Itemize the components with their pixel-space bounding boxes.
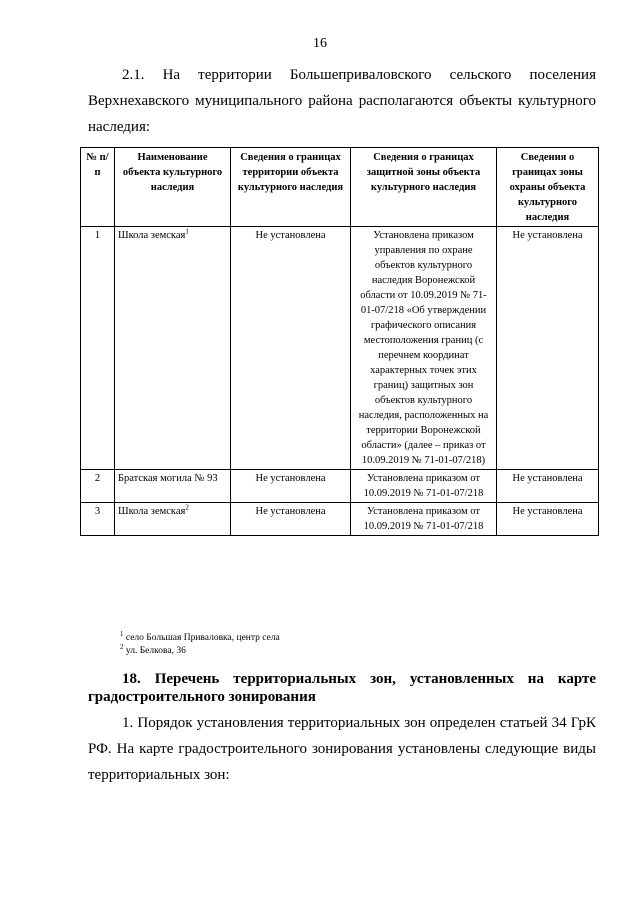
footnote-ref: 1 (185, 227, 189, 236)
table-row (81, 227, 599, 470)
object-name-cell (115, 227, 231, 470)
table-row (81, 470, 599, 503)
footnotes (120, 629, 600, 658)
header-security-zone: Сведения о границах зоны охраны объекта культурного наследия (497, 148, 599, 227)
section-paragraph: 1. Порядок установления территориальных зон определен статьей 34 ГрК РФ. На карте градостроительного зонирования установлены следующие виды территориальных зон: (88, 715, 596, 783)
territory-cell: Не установлена (231, 227, 351, 470)
header-territory: Сведения о границах территории объекта культурного наследия (231, 148, 351, 227)
object-name-cell (115, 503, 231, 536)
protective-zone-cell: Установлена приказом от 10.09.2019 № 71-01-07/218 (351, 503, 497, 536)
object-name-cell (115, 470, 231, 503)
footnote-mark: 2 (120, 642, 124, 651)
heritage-objects-table (80, 147, 599, 536)
protective-zone-cell: Установлена приказом управления по охране объектов культурного наследия Воронежской области от 10.09.2019 № 71-01-07/218 «Об утверждении графического описания местоположения границ (с перечнем координат характерных точек этих границ) защитных зон объектов культурного наследия, расположенных на территории Воронежской области» (далее – приказ от 10.09.2019 № 71-01-07/218) (351, 227, 497, 470)
territory-cell: Не установлена (231, 470, 351, 503)
security-zone-cell: Не установлена (497, 470, 599, 503)
footnote-text: село Большая Приваловка, центр села (125, 633, 280, 643)
security-zone-cell: Не установлена (497, 227, 599, 470)
footnote (120, 629, 600, 645)
footnote-mark: 1 (120, 629, 124, 638)
table-row (81, 503, 599, 536)
section-heading: 18. Перечень территориальных зон, установленных на карте градостроительного зонирования (88, 671, 596, 705)
row-number: 3 (81, 503, 115, 536)
protective-zone-cell: Установлена приказом от 10.09.2019 № 71-01-07/218 (351, 470, 497, 503)
header-protective-zone: Сведения о границах защитной зоны объекта культурного наследия (351, 148, 497, 227)
territory-cell: Не установлена (231, 503, 351, 536)
object-name: Школа земская (118, 506, 186, 517)
footnote-text: ул. Белкова, 36 (125, 646, 186, 656)
table-header-row (81, 148, 599, 227)
security-zone-cell: Не установлена (497, 503, 599, 536)
row-number: 2 (81, 470, 115, 503)
footnote (120, 642, 600, 658)
intro-paragraph: 2.1. На территории Большеприваловского сельского поселения Верхнехавского муниципального района располагаются объекты культурного наследия: (88, 67, 596, 135)
row-number: 1 (81, 227, 115, 470)
header-object-name: Наименование объекта культурного наследия (115, 148, 231, 227)
footnote-ref: 2 (185, 503, 189, 512)
header-number: № п/п (81, 148, 115, 227)
page-number: 16 (313, 36, 327, 51)
object-name: Школа земская (118, 230, 186, 241)
object-name: Братская могила № 93 (118, 473, 218, 484)
